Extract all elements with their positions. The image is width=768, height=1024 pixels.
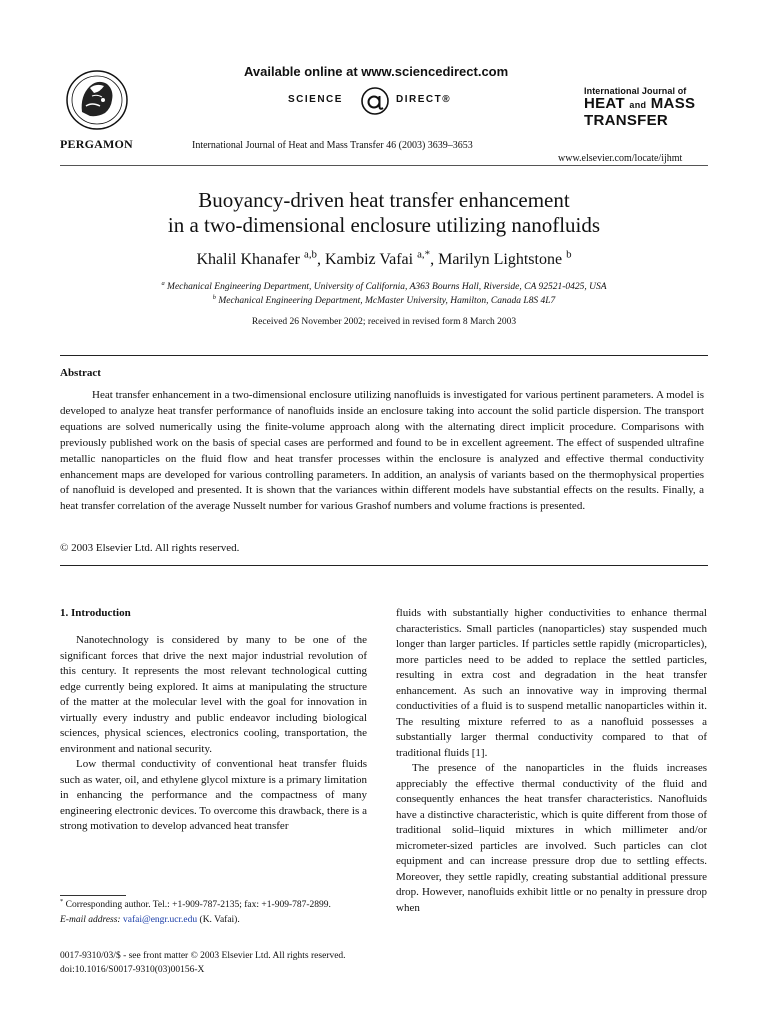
footer-issn: 0017-9310/03/$ - see front matter © 2003 Elsevier Ltd. All rights reserved. (60, 951, 346, 961)
journal-logo-transfer: TRANSFER (584, 112, 669, 129)
footnote (60, 898, 367, 927)
left-column (60, 633, 367, 835)
author-name: Kambiz Vafai (324, 251, 414, 268)
journal-citation: International Journal of Heat and Mass Transfer 46 (2003) 3639–3653 (192, 140, 473, 151)
received-dates: Received 26 November 2002; received in revised form 8 March 2003 (251, 317, 517, 327)
publisher-name: PERGAMON (60, 137, 133, 151)
article-title (60, 188, 708, 238)
author-separator: , (316, 251, 325, 268)
right-column (396, 606, 707, 916)
journal-logo (584, 86, 695, 129)
article-title-line2: in a two-dimensional enclosure utilizing nanofluids (167, 213, 601, 237)
author-name: Khalil Khanafer (196, 251, 300, 268)
publisher-logo-icon (62, 66, 132, 132)
abstract-copyright: © 2003 Elsevier Ltd. All rights reserved. (60, 542, 240, 554)
author-separator: , (430, 251, 439, 268)
journal-url[interactable]: www.elsevier.com/locate/ijhmt (558, 153, 683, 164)
author-name: Marilyn Lightstone (438, 251, 563, 268)
article-title-line1: Buoyancy-driven heat transfer enhancement (198, 188, 570, 212)
sciencedirect-logo-left: SCIENCE (288, 94, 343, 105)
author-affiliation-mark: b (566, 248, 572, 261)
corresponding-author-note: Corresponding author. Tel.: +1-909-787-2135; fax: +1-909-787-2899. (65, 900, 331, 910)
footnote-divider (60, 895, 126, 896)
available-online-text: Available online at www.sciencedirect.com (244, 64, 509, 79)
footnote-mark: * (60, 897, 64, 905)
email-owner: (K. Vafai). (199, 914, 240, 925)
affiliation-b (60, 293, 708, 306)
page-footer (60, 949, 346, 977)
affiliation-a-mark: a (161, 279, 165, 287)
affiliation-a (60, 279, 708, 292)
sciencedirect-logo-right: DIRECT® (396, 94, 452, 105)
abstract-heading: Abstract (60, 367, 101, 379)
section-heading: 1. Introduction (60, 607, 131, 619)
email-link[interactable]: vafai@engr.ucr.edu (122, 914, 198, 925)
journal-logo-mass: MASS (650, 95, 696, 112)
paragraph: Nanotechnology is considered by many to be one of the significant forces that drive the next major industrial revolution of this century. It represents the most relevant technological cutting edge currently being explored. It aims at manipulating the structure of the matter at the molecular level with the goal for innovation in virtually every industry and public endeavor including biological sciences, physical sciences, electronics cooling, transportation, the environment and national security. (60, 634, 367, 755)
author-affiliation-mark: a,b (304, 248, 317, 261)
journal-logo-and: and (629, 100, 647, 110)
footer-doi: doi:10.1016/S0017-9310(03)00156-X (60, 965, 205, 975)
author-list (60, 248, 708, 269)
affiliation-b-text: Mechanical Engineering Department, McMaster University, Hamilton, Canada L8S 4L7 (218, 296, 556, 306)
journal-logo-heat: HEAT (584, 95, 625, 112)
journal-logo-line1: International Journal of (584, 86, 687, 96)
affiliation-a-text: Mechanical Engineering Department, University of California, A363 Bourns Hall, Riverside, CA 92521-0425, USA (167, 282, 607, 292)
sciencedirect-logo (288, 86, 468, 116)
abstract-body: Heat transfer enhancement in a two-dimensional enclosure utilizing nanofluids is investigated for various pertinent parameters. A model is developed to analyze heat transfer performance of nanofluids inside an enclosure taking into account the solid particle dispersion. The transport equations are solved numerically using the finite-volume approach along with the alternating direct implicit procedure. Comparisons with previously published work on the basis of special cases are performed and found to be in excellent agreement. The effect of suspended ultrafine metallic nanoparticles on the fluid flow and heat transfer processes within the enclosure is analyzed and effective thermal conductivity enhancement maps are developed for various controlling parameters. In addition, an analysis of variants based on the thermophysical properties of nanofluid is developed and presented. It is shown that the variances within different models have substantial effects on the results. Finally, a heat transfer correlation of the average Nusselt number for various Grashof numbers and volume fractions is presented. (60, 389, 704, 513)
header-divider (60, 165, 708, 166)
paragraph: fluids with substantially higher conductivities to enhance thermal characteristics. Small particles (nanoparticles) stay suspended much longer than larger particles. If particles settle rapidly (microparticles), more particles need to be added to replace the settled particles, resulting in extra cost and degradation in the heat transfer enhancement. As such an innovative way in improving thermal conductivities of a fluid is to suspend metallic nanoparticles within it. The resulting mixture referred to as a nanofluid possesses a substantially larger thermal conductivity compared to that of traditional fluids [1]. (396, 607, 707, 759)
sciencedirect-at-icon (360, 86, 390, 116)
affiliation-b-mark: b (212, 293, 216, 301)
abstract-bottom-divider (60, 565, 708, 566)
email-label: E-mail address: (60, 914, 121, 925)
abstract-top-divider (60, 355, 708, 356)
author-affiliation-mark: a,* (417, 248, 431, 261)
paragraph: Low thermal conductivity of conventional heat transfer fluids such as water, oil, and ethylene glycol mixture is a primary limitation in enhancing the performance and the compactness of many engineering electronic devices. To overcome this drawback, there is a strong motivation to develop advanced heat transfer (60, 758, 367, 832)
paragraph: The presence of the nanoparticles in the fluids increases appreciably the effective thermal conductivity of the fluid and consequently enhances the heat transfer characteristics. Nanofluids have a distinctive characteristic, which is quite different from those of traditional solid–liquid mixtures in which millimeter and/or micrometer-sized particles are involved. Such particles can clot equipment and can increase pressure drop due to settling effects. Moreover, they settle rapidly, creating substantial additional pressure drop. However, nanofluids exhibit little or no penalty in pressure drop when (396, 762, 707, 914)
